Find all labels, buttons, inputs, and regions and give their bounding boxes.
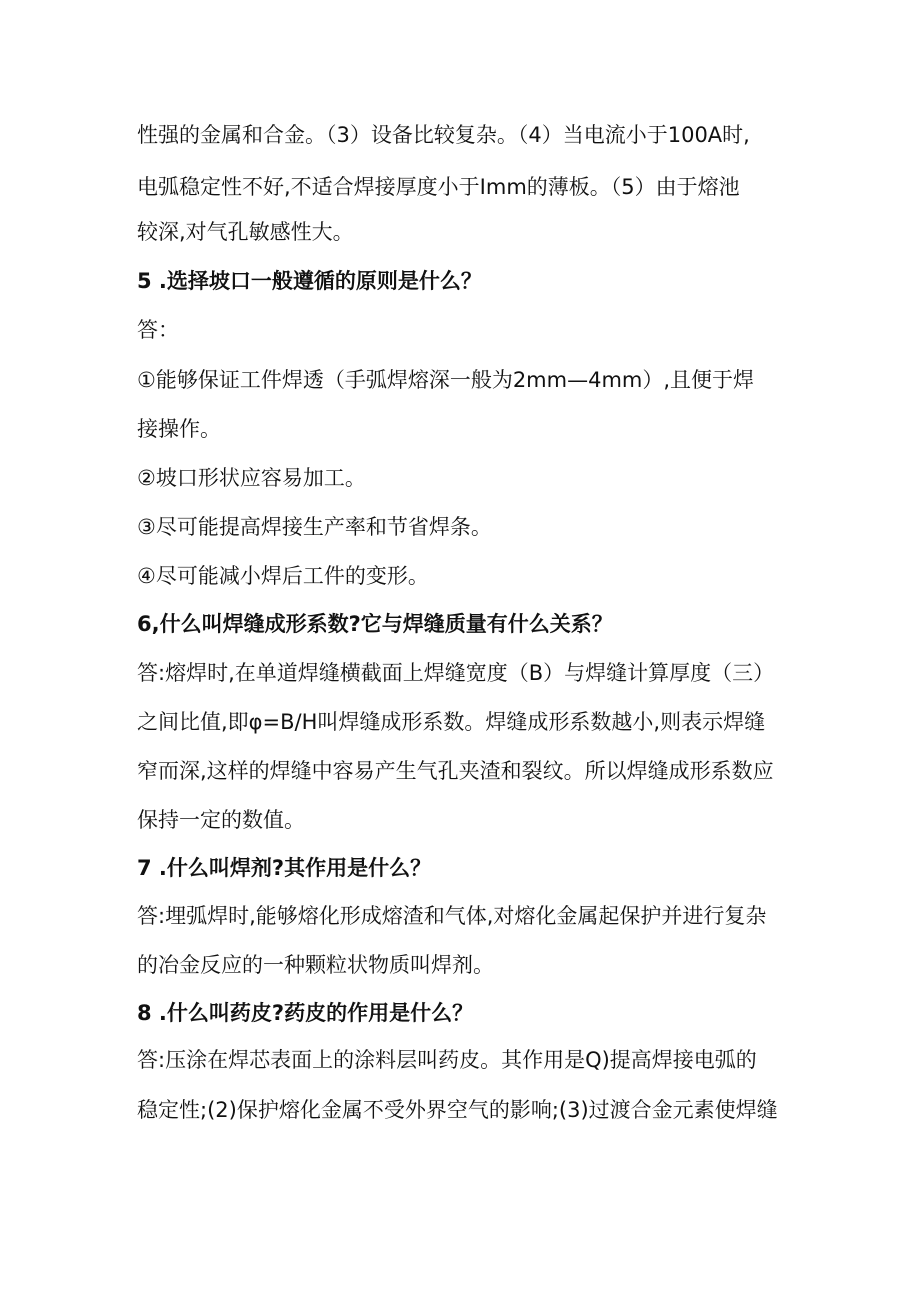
text-line: 之间比值,即φ=B/H叫焊缝成形系数。焊缝成形系数越小,则表示焊缝 (137, 710, 766, 734)
text-line: 保持一定的数值。 (137, 808, 305, 832)
text-line: 的冶金反应的一种颗粒状物质叫焊剂。 (137, 953, 494, 977)
text-line: 答:压涂在焊芯表面上的涂料层叫药皮。其作用是Q)提高焊接电弧的 (137, 1048, 757, 1072)
text-line: 电弧稳定性不好,不适合焊接厚度小于Imm的薄板。（5）由于熔池 (137, 175, 740, 199)
question-heading-6: 6,什么叫焊缝成形系数?它与焊缝质量有什么关系？ (137, 612, 613, 636)
text-line: ④尽可能减小焊后工件的变形。 (137, 564, 429, 588)
question-heading-7: 7 .什么叫焊剂?其作用是什么？ (137, 856, 432, 880)
text-line: ③尽可能提高焊接生产率和节省焊条。 (137, 515, 492, 539)
text-line: 性强的金属和合金。（3）设备比较复杂。（4）当电流小于100A时, (137, 123, 750, 147)
text-line: 窄而深,这样的焊缝中容易产生气孔夹渣和裂纹。所以焊缝成形系数应 (137, 759, 774, 783)
text-line: 接操作。 (137, 417, 221, 441)
question-heading-5: 5 .选择坡口一般遵循的原则是什么？ (137, 269, 482, 293)
text-line: ②坡口形状应容易加工。 (137, 466, 366, 490)
answer-label: 答： (137, 318, 179, 342)
text-line: 稳定性;(2)保护熔化金属不受外界空气的影响;(3)过渡合金元素使焊缝 (137, 1098, 778, 1122)
text-line: 较深,对气孔敏感性大。 (137, 220, 354, 244)
text-line: 答:埋弧焊时,能够熔化形成熔渣和气体,对熔化金属起保护并进行复杂 (137, 904, 767, 928)
question-heading-8: 8 .什么叫药皮?药皮的作用是什么？ (137, 1001, 474, 1025)
text-line: ①能够保证工件焊透（手弧焊熔深一般为2mm—4mm）,且便于焊 (137, 368, 755, 392)
text-line: 答:熔焊时,在单道焊缝横截面上焊缝宽度（B）与焊缝计算厚度（三） (137, 661, 775, 685)
